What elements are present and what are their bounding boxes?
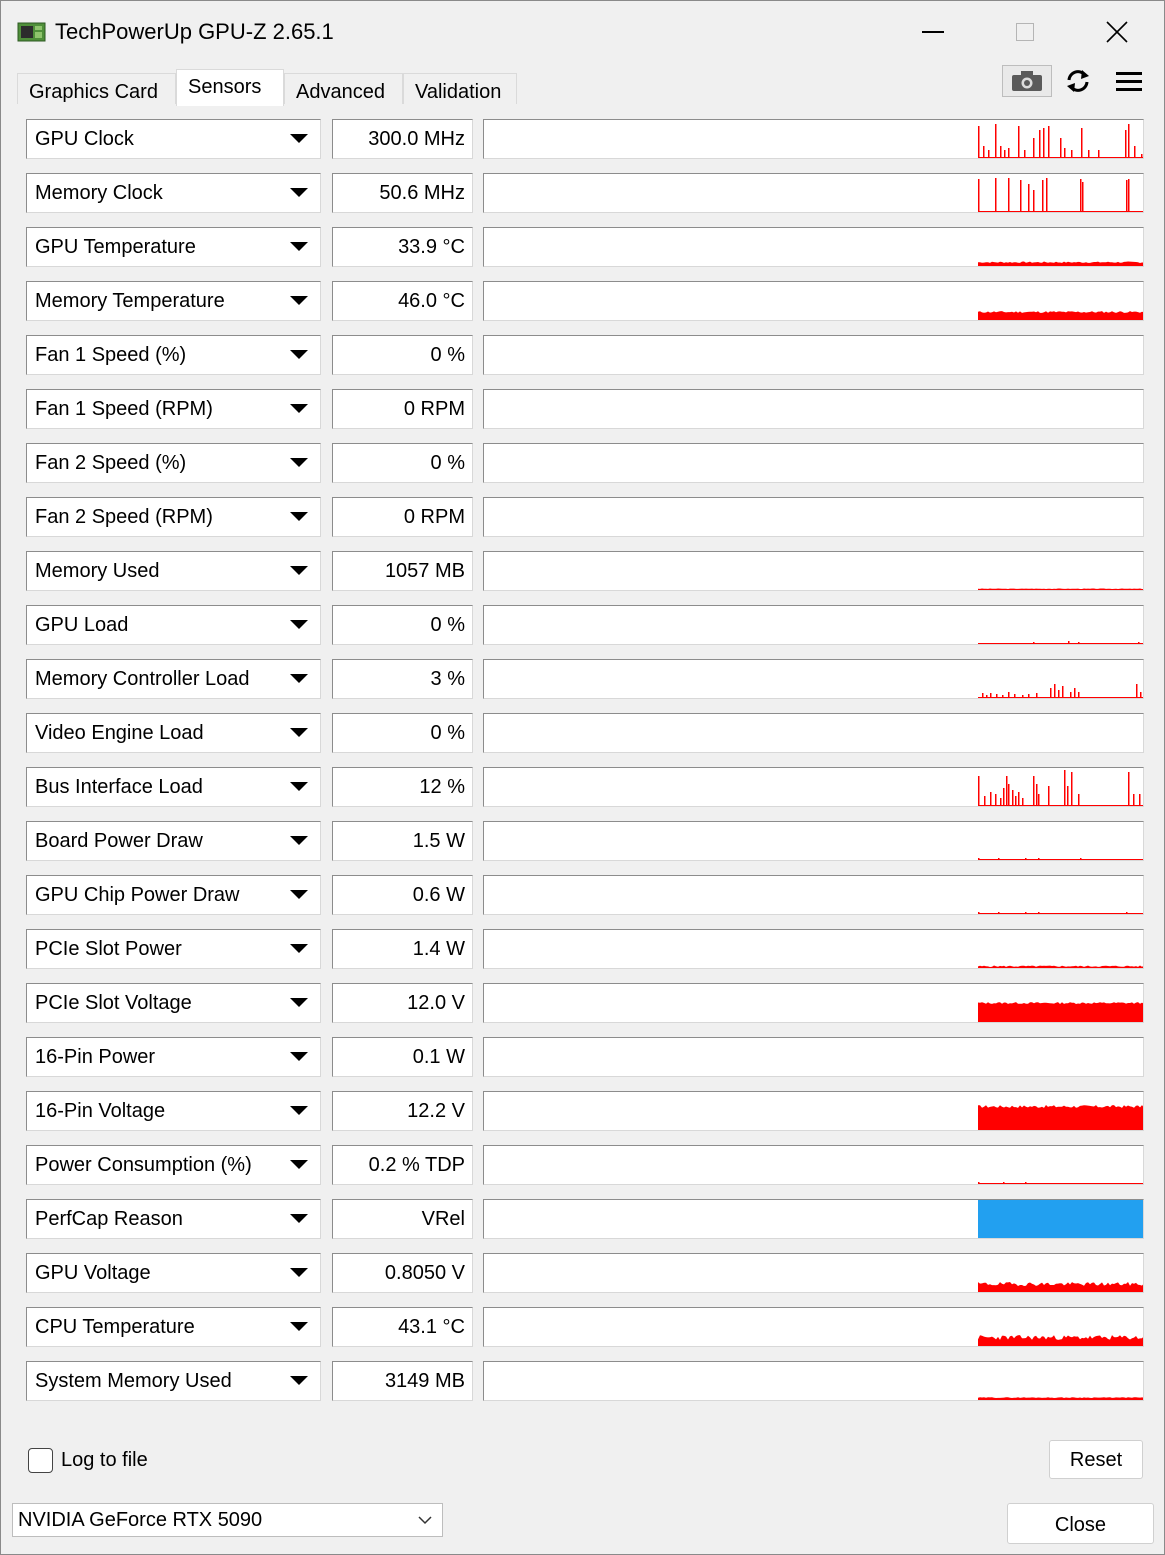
sensor-name: PerfCap Reason xyxy=(35,1208,183,1230)
sensor-value: VRel xyxy=(332,1199,473,1239)
caret-down-icon xyxy=(290,566,308,575)
sensor-graph xyxy=(483,1361,1144,1401)
app-icon xyxy=(17,21,47,43)
sensor-name: GPU Clock xyxy=(35,128,134,150)
sensor-row xyxy=(17,1022,1150,1076)
close-window-button[interactable] xyxy=(1071,1,1163,63)
sensor-row xyxy=(17,1292,1150,1346)
sensor-row xyxy=(17,1076,1150,1130)
sensor-row xyxy=(17,644,1150,698)
sensor-name-dropdown[interactable] xyxy=(26,875,321,915)
sensor-graph xyxy=(483,1253,1144,1293)
sensor-row xyxy=(17,968,1150,1022)
sensor-graph xyxy=(483,605,1144,645)
sensor-value: 0.2 % TDP xyxy=(332,1145,473,1185)
caret-down-icon xyxy=(290,1160,308,1169)
sensor-value: 300.0 MHz xyxy=(332,119,473,159)
sensor-name-dropdown[interactable] xyxy=(26,767,321,807)
tab-sensors[interactable]: Sensors xyxy=(176,69,284,106)
sensor-graph-plot xyxy=(978,660,1144,698)
sensor-row xyxy=(17,860,1150,914)
sensor-graph-plot xyxy=(978,1362,1144,1400)
minimize-button[interactable] xyxy=(887,1,979,63)
sensor-name-dropdown[interactable] xyxy=(26,551,321,591)
sensor-value: 0 % xyxy=(332,713,473,753)
sensor-name: 16-Pin Power xyxy=(35,1046,156,1068)
sensor-name-dropdown[interactable] xyxy=(26,1253,321,1293)
caret-down-icon xyxy=(290,998,308,1007)
sensor-name: GPU Chip Power Draw xyxy=(35,884,240,906)
caret-down-icon xyxy=(290,620,308,629)
caret-down-icon xyxy=(290,242,308,251)
maximize-button[interactable] xyxy=(979,1,1071,63)
sensor-name: Memory Temperature xyxy=(35,290,225,312)
sensor-graph xyxy=(483,821,1144,861)
sensor-name: Memory Controller Load xyxy=(35,668,250,690)
sensor-graph xyxy=(483,173,1144,213)
sensor-name: PCIe Slot Power xyxy=(35,938,182,960)
graph-trace xyxy=(978,1335,1144,1346)
gpu-selected-label: NVIDIA GeForce RTX 5090 xyxy=(18,1509,263,1531)
caret-down-icon xyxy=(290,728,308,737)
hamburger-menu-icon xyxy=(1115,70,1143,92)
caret-down-icon xyxy=(290,512,308,521)
caret-down-icon xyxy=(290,890,308,899)
graph-trace xyxy=(978,1002,1144,1022)
sensor-graph-plot xyxy=(978,1146,1144,1184)
sensor-name-dropdown[interactable] xyxy=(26,281,321,321)
caret-down-icon xyxy=(290,1214,308,1223)
sensor-graph-plot xyxy=(978,282,1144,320)
caret-down-icon xyxy=(290,1052,308,1061)
log-to-file-label: Log to file xyxy=(61,1449,148,1471)
gpu-selector[interactable] xyxy=(12,1503,443,1537)
sensor-row xyxy=(17,590,1150,644)
sensor-graph-plot xyxy=(978,822,1144,860)
maximize-icon xyxy=(1016,23,1034,41)
caret-down-icon xyxy=(290,944,308,953)
chevron-down-icon xyxy=(418,1515,432,1525)
sensor-value: 43.1 °C xyxy=(332,1307,473,1347)
sensor-name: Memory Used xyxy=(35,560,160,582)
caret-down-icon xyxy=(290,296,308,305)
sensor-graph-plot xyxy=(978,1092,1144,1130)
sensor-graph-plot xyxy=(978,606,1144,644)
sensor-row xyxy=(17,320,1150,374)
sensor-row xyxy=(17,698,1150,752)
sensor-name-dropdown[interactable] xyxy=(26,497,321,537)
sensor-name: PCIe Slot Voltage xyxy=(35,992,192,1014)
sensor-graph-plot xyxy=(978,552,1144,590)
sensor-name-dropdown[interactable] xyxy=(26,389,321,429)
sensors-panel xyxy=(17,104,1150,1409)
sensor-row xyxy=(17,1184,1150,1238)
sensor-value: 50.6 MHz xyxy=(332,173,473,213)
sensor-graph-plot xyxy=(978,930,1144,968)
sensor-graph xyxy=(483,929,1144,969)
sensor-graph xyxy=(483,767,1144,807)
sensor-graph-plot xyxy=(978,1308,1144,1346)
sensor-name-dropdown[interactable] xyxy=(26,1361,321,1401)
sensor-row xyxy=(17,428,1150,482)
sensor-graph-plot xyxy=(978,876,1144,914)
sensor-name-dropdown[interactable] xyxy=(26,1307,321,1347)
sensor-name: Power Consumption (%) xyxy=(35,1154,252,1176)
tab-advanced[interactable]: Advanced xyxy=(284,73,403,105)
tab-graphics-card[interactable]: Graphics Card xyxy=(17,73,176,105)
tab-bar xyxy=(17,69,517,105)
sensor-value: 3149 MB xyxy=(332,1361,473,1401)
sensor-graph xyxy=(483,1307,1144,1347)
sensor-graph xyxy=(483,335,1144,375)
graph-trace xyxy=(978,311,1144,320)
sensor-graph-plot xyxy=(978,174,1144,212)
window-title: TechPowerUp GPU-Z 2.65.1 xyxy=(55,19,334,44)
sensor-value: 0 % xyxy=(332,443,473,483)
sensor-name-dropdown[interactable] xyxy=(26,335,321,375)
sensor-name-dropdown[interactable] xyxy=(26,119,321,159)
sensor-graph xyxy=(483,1199,1144,1239)
sensor-value: 3 % xyxy=(332,659,473,699)
graph-trace xyxy=(978,1105,1144,1130)
sensor-value: 12.2 V xyxy=(332,1091,473,1131)
graph-trace xyxy=(978,124,1144,158)
caret-down-icon xyxy=(290,836,308,845)
sensor-name-dropdown[interactable] xyxy=(26,1199,321,1239)
sensor-row xyxy=(17,1130,1150,1184)
sensor-name: Fan 2 Speed (RPM) xyxy=(35,506,213,528)
camera-icon xyxy=(1011,70,1043,92)
sensor-graph xyxy=(483,713,1144,753)
sensor-row xyxy=(17,1238,1150,1292)
sensor-graph xyxy=(483,875,1144,915)
sensor-name: System Memory Used xyxy=(35,1370,232,1392)
sensor-row xyxy=(17,752,1150,806)
menu-button[interactable] xyxy=(1111,65,1147,97)
sensor-row xyxy=(17,806,1150,860)
sensor-row xyxy=(17,158,1150,212)
sensor-graph-plot xyxy=(978,228,1144,266)
sensor-value: 1.4 W xyxy=(332,929,473,969)
close-icon xyxy=(1106,21,1128,43)
minimize-icon xyxy=(922,31,944,33)
sensor-value: 12 % xyxy=(332,767,473,807)
close-button[interactable]: Close xyxy=(1007,1503,1154,1544)
sensor-graph xyxy=(483,389,1144,429)
sensor-name: Video Engine Load xyxy=(35,722,204,744)
sensor-row xyxy=(17,536,1150,590)
sensor-graph-plot xyxy=(978,768,1144,806)
sensor-graph xyxy=(483,227,1144,267)
sensor-value: 46.0 °C xyxy=(332,281,473,321)
sensor-value: 12.0 V xyxy=(332,983,473,1023)
sensor-name: GPU Load xyxy=(35,614,129,636)
graph-trace xyxy=(978,770,1144,806)
sensor-name: Fan 1 Speed (%) xyxy=(35,344,187,366)
graph-trace xyxy=(978,178,1144,212)
sensor-value: 0.1 W xyxy=(332,1037,473,1077)
caret-down-icon xyxy=(290,404,308,413)
sensor-name: GPU Voltage xyxy=(35,1262,151,1284)
caret-down-icon xyxy=(290,1322,308,1331)
caret-down-icon xyxy=(290,350,308,359)
sensor-name-dropdown[interactable] xyxy=(26,821,321,861)
sensor-value: 0 % xyxy=(332,605,473,645)
sensor-graph xyxy=(483,1091,1144,1131)
sensor-name-dropdown[interactable] xyxy=(26,659,321,699)
sensor-name-dropdown[interactable] xyxy=(26,1145,321,1185)
sensor-value: 33.9 °C xyxy=(332,227,473,267)
sensor-value: 0.8050 V xyxy=(332,1253,473,1293)
refresh-icon xyxy=(1065,68,1091,94)
sensor-graph-plot xyxy=(978,120,1144,158)
sensor-value: 1057 MB xyxy=(332,551,473,591)
log-to-file-checkbox[interactable] xyxy=(28,1448,53,1473)
sensor-graph xyxy=(483,119,1144,159)
sensor-graph xyxy=(483,497,1144,537)
sensor-value: 1.5 W xyxy=(332,821,473,861)
sensor-value: 0.6 W xyxy=(332,875,473,915)
graph-fill xyxy=(978,1200,1144,1238)
sensor-name: GPU Temperature xyxy=(35,236,196,258)
sensor-name-dropdown[interactable] xyxy=(26,605,321,645)
sensor-name-dropdown[interactable] xyxy=(26,227,321,267)
sensor-row xyxy=(17,914,1150,968)
sensor-name-dropdown[interactable] xyxy=(26,713,321,753)
sensor-name: Board Power Draw xyxy=(35,830,203,852)
sensor-graph xyxy=(483,281,1144,321)
sensor-graph xyxy=(483,983,1144,1023)
sensor-graph xyxy=(483,1145,1144,1185)
sensor-value: 0 RPM xyxy=(332,497,473,537)
caret-down-icon xyxy=(290,458,308,467)
sensor-name: 16-Pin Voltage xyxy=(35,1100,166,1122)
caret-down-icon xyxy=(290,134,308,143)
sensor-row xyxy=(17,1346,1150,1400)
sensor-graph xyxy=(483,551,1144,591)
sensor-name: Memory Clock xyxy=(35,182,163,204)
title-bar xyxy=(1,1,1164,63)
caret-down-icon xyxy=(290,1106,308,1115)
sensor-name: CPU Temperature xyxy=(35,1316,195,1338)
sensor-row xyxy=(17,104,1150,158)
sensor-name-dropdown[interactable] xyxy=(26,983,321,1023)
sensor-row xyxy=(17,212,1150,266)
sensor-graph xyxy=(483,443,1144,483)
graph-trace xyxy=(978,1282,1144,1292)
sensor-name-dropdown[interactable] xyxy=(26,173,321,213)
caret-down-icon xyxy=(290,188,308,197)
sensor-name: Fan 2 Speed (%) xyxy=(35,452,187,474)
sensor-row xyxy=(17,482,1150,536)
sensor-name-dropdown[interactable] xyxy=(26,1091,321,1131)
sensor-graph-plot xyxy=(978,1254,1144,1292)
sensor-name-dropdown[interactable] xyxy=(26,1037,321,1077)
refresh-button[interactable] xyxy=(1061,65,1095,97)
sensor-row xyxy=(17,266,1150,320)
reset-button[interactable]: Reset xyxy=(1049,1440,1143,1479)
sensor-graph-plot xyxy=(978,1200,1144,1238)
screenshot-button[interactable] xyxy=(1002,65,1052,97)
sensor-graph xyxy=(483,659,1144,699)
graph-trace xyxy=(978,684,1144,698)
caret-down-icon xyxy=(290,782,308,791)
sensor-graph-plot xyxy=(978,984,1144,1022)
caret-down-icon xyxy=(290,674,308,683)
sensor-name: Fan 1 Speed (RPM) xyxy=(35,398,213,420)
sensor-row xyxy=(17,374,1150,428)
caret-down-icon xyxy=(290,1268,308,1277)
sensor-name-dropdown[interactable] xyxy=(26,929,321,969)
sensor-value: 0 RPM xyxy=(332,389,473,429)
tab-validation[interactable]: Validation xyxy=(403,73,517,105)
sensor-value: 0 % xyxy=(332,335,473,375)
sensor-name-dropdown[interactable] xyxy=(26,443,321,483)
caret-down-icon xyxy=(290,1376,308,1385)
sensor-graph xyxy=(483,1037,1144,1077)
sensor-name: Bus Interface Load xyxy=(35,776,203,798)
